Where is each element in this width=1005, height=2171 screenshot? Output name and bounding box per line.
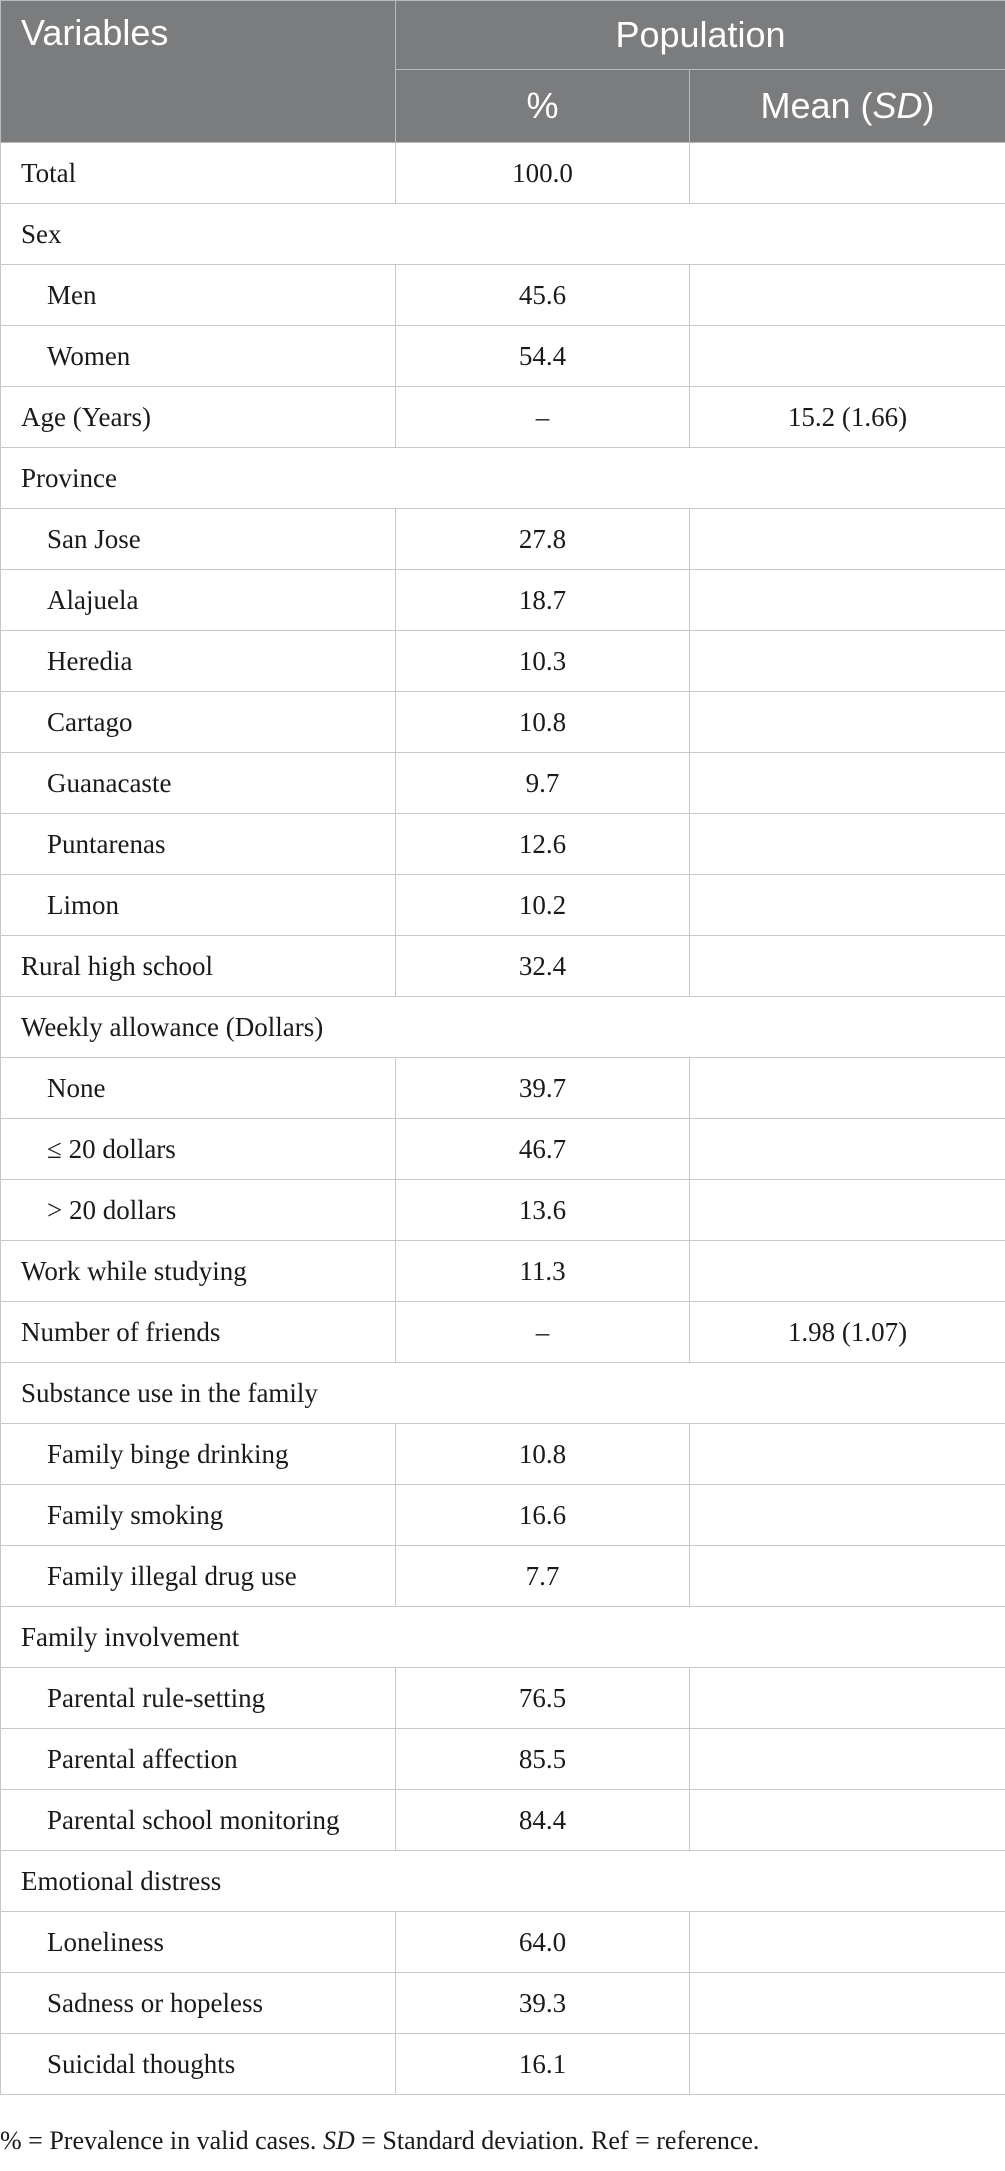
section-row [1,204,1005,265]
percent-cell: 27.8 [396,509,690,570]
table-header [1,1,1005,143]
row-label: Sadness or hopeless [1,1973,396,2034]
section-row [1,448,1005,509]
footnote-sd: SD [322,2126,355,2155]
mean-sd-cell [690,1546,1005,1607]
row-label: San Jose [1,509,396,570]
table-row [1,1302,1005,1363]
table-row [1,631,1005,692]
row-label: Number of friends [1,1302,396,1363]
mean-sd-cell [690,814,1005,875]
section-row [1,1607,1005,1668]
mean-sd-cell [690,1058,1005,1119]
row-label: Work while studying [1,1241,396,1302]
percent-cell: 18.7 [396,570,690,631]
row-label: Family binge drinking [1,1424,396,1485]
mean-sd-cell [690,1485,1005,1546]
percent-cell: – [396,387,690,448]
percent-cell: 10.2 [396,875,690,936]
header-percent: % [396,70,690,143]
row-label: > 20 dollars [1,1180,396,1241]
header-mean-prefix: Mean ( [760,85,873,126]
table-row [1,143,1005,204]
table-row [1,1485,1005,1546]
percent-cell: 16.1 [396,2034,690,2095]
row-label: Guanacaste [1,753,396,814]
table-footnote [0,2128,759,2154]
mean-sd-cell [690,326,1005,387]
table-row [1,1180,1005,1241]
mean-sd-cell [690,1668,1005,1729]
percent-cell: 10.8 [396,692,690,753]
percent-cell: 54.4 [396,326,690,387]
mean-sd-cell [690,692,1005,753]
footnote-part2: = Standard deviation. Ref = reference. [354,2126,760,2155]
row-label: Parental rule-setting [1,1668,396,1729]
table-row [1,1424,1005,1485]
percent-cell: 100.0 [396,143,690,204]
percent-cell: 32.4 [396,936,690,997]
row-label: Women [1,326,396,387]
row-label: Family illegal drug use [1,1546,396,1607]
section-row [1,997,1005,1058]
mean-sd-cell [690,875,1005,936]
header-mean-sd [690,70,1005,143]
table-row [1,570,1005,631]
percent-cell: 16.6 [396,1485,690,1546]
mean-sd-cell: 1.98 (1.07) [690,1302,1005,1363]
row-label: Alajuela [1,570,396,631]
header-population: Population [396,1,1005,70]
section-row [1,1363,1005,1424]
row-label: Age (Years) [1,387,396,448]
table-body [1,143,1005,2095]
percent-cell: 84.4 [396,1790,690,1851]
mean-sd-cell [690,143,1005,204]
percent-cell: 13.6 [396,1180,690,1241]
table-row [1,1912,1005,1973]
table-row [1,814,1005,875]
section-label: Substance use in the family [1,1363,1005,1424]
table-row [1,1241,1005,1302]
mean-sd-cell [690,509,1005,570]
section-label: Emotional distress [1,1851,1005,1912]
row-label: Puntarenas [1,814,396,875]
table-row [1,2034,1005,2095]
table-row [1,509,1005,570]
section-label: Weekly allowance (Dollars) [1,997,1005,1058]
section-label: Family involvement [1,1607,1005,1668]
percent-cell: – [396,1302,690,1363]
table-row [1,1729,1005,1790]
section-label: Province [1,448,1005,509]
percent-cell: 9.7 [396,753,690,814]
row-label: Cartago [1,692,396,753]
header-sd: SD [872,85,923,126]
percent-cell: 46.7 [396,1119,690,1180]
percent-cell: 10.3 [396,631,690,692]
percent-cell: 39.3 [396,1973,690,2034]
mean-sd-cell [690,1973,1005,2034]
percent-cell: 7.7 [396,1546,690,1607]
percent-cell: 45.6 [396,265,690,326]
row-label: Parental affection [1,1729,396,1790]
header-variables: Variables [1,1,396,143]
mean-sd-cell [690,1424,1005,1485]
mean-sd-cell [690,570,1005,631]
header-mean-suffix: ) [922,85,935,126]
table-row [1,1973,1005,2034]
percent-cell: 85.5 [396,1729,690,1790]
mean-sd-cell [690,753,1005,814]
mean-sd-cell [690,1790,1005,1851]
mean-sd-cell [690,1180,1005,1241]
mean-sd-cell [690,936,1005,997]
mean-sd-cell [690,631,1005,692]
percent-cell: 12.6 [396,814,690,875]
percent-cell: 10.8 [396,1424,690,1485]
row-label: Loneliness [1,1912,396,1973]
table-row [1,753,1005,814]
mean-sd-cell [690,1729,1005,1790]
percent-cell: 39.7 [396,1058,690,1119]
row-label: Limon [1,875,396,936]
row-label: Parental school monitoring [1,1790,396,1851]
row-label: ≤ 20 dollars [1,1119,396,1180]
row-label: Men [1,265,396,326]
mean-sd-cell: 15.2 (1.66) [690,387,1005,448]
mean-sd-cell [690,1912,1005,1973]
footnote-part1: % = Prevalence in valid cases. [0,2126,323,2155]
percent-cell: 64.0 [396,1912,690,1973]
mean-sd-cell [690,265,1005,326]
table-row [1,1668,1005,1729]
percent-cell: 11.3 [396,1241,690,1302]
table-row [1,1546,1005,1607]
table-row [1,265,1005,326]
row-label: Heredia [1,631,396,692]
percent-cell: 76.5 [396,1668,690,1729]
row-label: Family smoking [1,1485,396,1546]
row-label: Rural high school [1,936,396,997]
table-row [1,1790,1005,1851]
table-row [1,692,1005,753]
table-row [1,326,1005,387]
row-label: Suicidal thoughts [1,2034,396,2095]
table-row [1,1058,1005,1119]
mean-sd-cell [690,2034,1005,2095]
table-row [1,387,1005,448]
row-label: Total [1,143,396,204]
section-row [1,1851,1005,1912]
table-row [1,1119,1005,1180]
table-row [1,875,1005,936]
table-row [1,936,1005,997]
row-label: None [1,1058,396,1119]
mean-sd-cell [690,1241,1005,1302]
mean-sd-cell [690,1119,1005,1180]
section-label: Sex [1,204,1005,265]
